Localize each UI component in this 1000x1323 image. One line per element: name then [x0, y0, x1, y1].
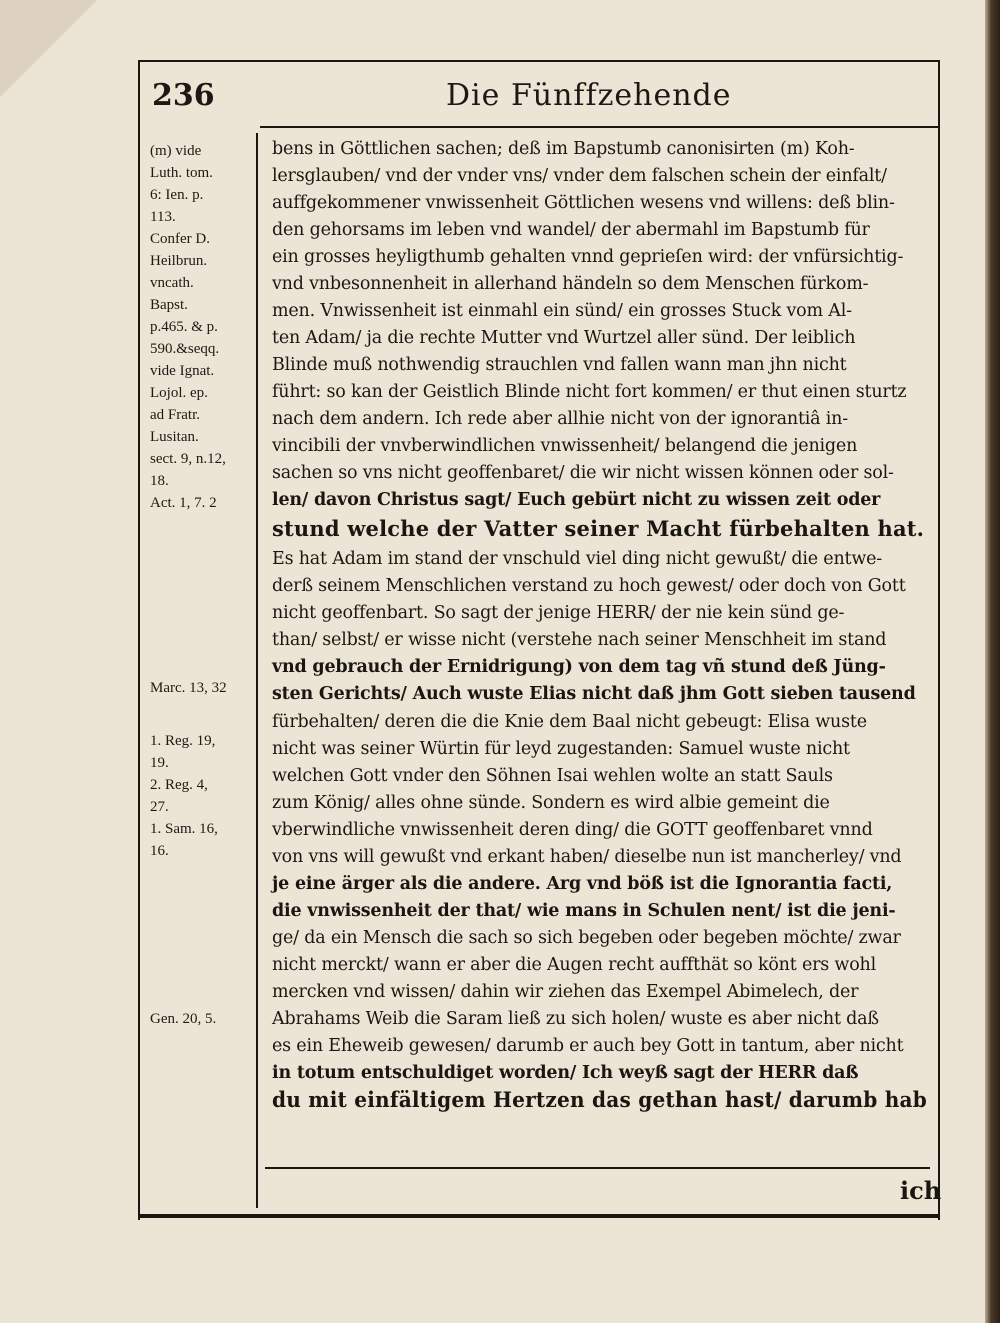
- text-line: lersglauben/ vnd der vnder vns/ vnder dem falschen schein der einfalt/: [272, 166, 887, 186]
- text-line: vincibili der vnvberwindlichen vnwissenheit/ belangend die jenigen: [272, 436, 858, 456]
- text-line: je eine ärger als die andere. Arg vnd böß ist die Ignorantia facti,: [272, 874, 893, 894]
- margin-note: 2. Reg. 4,: [150, 777, 208, 793]
- folded-corner: [0, 0, 120, 120]
- margin-note: Heilbrun.: [150, 253, 208, 269]
- margin-note: Lusitan.: [150, 429, 199, 445]
- margin-note: (m) vide: [150, 143, 202, 159]
- margin-note: 113.: [150, 209, 176, 225]
- text-line: fürbehalten/ deren die die Knie dem Baal nicht gebeugt: Elisa wuste: [272, 712, 867, 732]
- margin-note: Gen. 20, 5.: [150, 1011, 217, 1027]
- text-line: than/ selbst/ er wisse nicht (verstehe nach seiner Menschheit im stand: [272, 630, 887, 650]
- text-line: vnd vnbesonnenheit in allerhand händeln so dem Menschen fürkom-: [272, 274, 869, 294]
- header-rule: [260, 126, 940, 128]
- text-line: vnd gebrauch der Ernidrigung) von dem tag vñ stund deß Jüng-: [272, 657, 886, 677]
- page-edge: [985, 0, 1000, 1323]
- text-line: den gehorsams im leben vnd wandel/ der abermahl im Bapstumb für: [272, 220, 870, 240]
- margin-note: 18.: [150, 473, 169, 489]
- text-line: nach dem andern. Ich rede aber allhie nicht von der ignorantiâ in-: [272, 409, 848, 429]
- margin-note: 1. Sam. 16,: [150, 821, 218, 837]
- text-line: nicht was seiner Würtin für leyd zugestanden: Samuel wuste nicht: [272, 739, 850, 759]
- text-line: mercken vnd wissen/ dahin wir ziehen das Exempel Abimelech, der: [272, 982, 859, 1002]
- margin-note: 16.: [150, 843, 169, 859]
- page-number: 236: [152, 78, 215, 113]
- text-line: in totum entschuldiget worden/ Ich weyß sagt der HERR daß: [272, 1063, 859, 1083]
- text-line: nicht geoffenbart. So sagt der jenige HERR/ der nie kein sünd ge-: [272, 603, 845, 623]
- text-line: bens in Göttlichen sachen; deß im Bapstumb canonisirten (m) Koh-: [272, 139, 855, 159]
- margin-note: 1. Reg. 19,: [150, 733, 216, 749]
- text-line: die vnwissenheit der that/ wie mans in Schulen nent/ ist die jeni-: [272, 901, 896, 921]
- text-line: stund welche der Vatter seiner Macht fürbehalten hat.: [272, 516, 925, 541]
- text-line: zum König/ alles ohne sünde. Sondern es wird albie gemeint die: [272, 793, 830, 813]
- text-line: ein grosses heyligthumb gehalten vnnd geprieſen wird: der vnfürsichtig-: [272, 247, 904, 267]
- frame-bottom-rule: [138, 1214, 940, 1218]
- text-line: men. Vnwissenheit ist einmahl ein sünd/ ein grosses Stuck vom Al-: [272, 301, 852, 321]
- text-line: welchen Gott vnder den Söhnen Isai wehlen wolte an statt Sauls: [272, 766, 833, 786]
- text-line: ten Adam/ ja die rechte Mutter vnd Wurtzel aller sünd. Der leiblich: [272, 328, 856, 348]
- margin-divider: [256, 133, 258, 1208]
- text-line: sachen so vns nicht geoffenbaret/ die wir nicht wissen können oder sol-: [272, 463, 894, 483]
- margin-note: 6: Ien. p.: [150, 187, 204, 203]
- margin-note: 27.: [150, 799, 169, 815]
- margin-note: vide Ignat.: [150, 363, 215, 379]
- running-title: Die Fünffzehende: [446, 78, 732, 113]
- text-line: du mit einfältigem Hertzen das gethan hast/ darumb hab: [272, 1087, 927, 1112]
- text-line: von vns will gewußt vnd erkant haben/ dieselbe nun ist mancherley/ vnd: [272, 847, 902, 867]
- text-line: Blinde muß nothwendig strauchlen vnd fallen wann man jhn nicht: [272, 355, 847, 375]
- margin-note: Act. 1, 7. 2: [150, 495, 217, 511]
- margin-note: Marc. 13, 32: [150, 680, 227, 696]
- margin-note: p.465. & p.: [150, 319, 218, 335]
- text-line: sten Gerichts/ Auch wuste Elias nicht daß jhm Gott sieben tausend: [272, 684, 916, 704]
- text-line: Abrahams Weib die Saram ließ zu sich holen/ wuste es aber nicht daß: [272, 1009, 879, 1029]
- margin-note: Bapst.: [150, 297, 188, 313]
- text-line: auffgekommener vnwissenheit Göttlichen wesens vnd willens: deß blin-: [272, 193, 895, 213]
- text-line: len/ davon Christus sagt/ Euch gebürt nicht zu wissen zeit oder: [272, 490, 881, 510]
- margin-note: 19.: [150, 755, 169, 771]
- margin-note: Luth. tom.: [150, 165, 213, 181]
- catchword: ich: [900, 1176, 942, 1205]
- text-line: nicht merckt/ wann er aber die Augen recht auffthät so könt ers wohl: [272, 955, 877, 975]
- text-line: ge/ da ein Mensch die sach so sich begeben oder begeben möchte/ zwar: [272, 928, 901, 948]
- margin-note: vncath.: [150, 275, 194, 291]
- margin-note: ad Fratr.: [150, 407, 200, 423]
- text-line: vberwindliche vnwissenheit deren ding/ die GOTT geoffenbaret vnnd: [272, 820, 873, 840]
- margin-note: 590.&seqq.: [150, 341, 220, 357]
- page-header: [146, 74, 936, 124]
- text-line: Es hat Adam im stand der vnschuld viel ding nicht gewußt/ die entwe-: [272, 549, 883, 569]
- margin-note: Confer D.: [150, 231, 210, 247]
- text-line: derß seinem Menschlichen verstand zu hoch gewest/ oder doch von Gott: [272, 576, 906, 596]
- text-line: führt: so kan der Geistlich Blinde nicht fort kommen/ er thut einen sturtz: [272, 382, 907, 402]
- text-bottom-rule: [265, 1167, 930, 1169]
- text-line: es ein Eheweib gewesen/ darumb er auch bey Gott in tantum, aber nicht: [272, 1036, 904, 1056]
- margin-note: sect. 9, n.12,: [150, 451, 226, 467]
- margin-note: Lojol. ep.: [150, 385, 208, 401]
